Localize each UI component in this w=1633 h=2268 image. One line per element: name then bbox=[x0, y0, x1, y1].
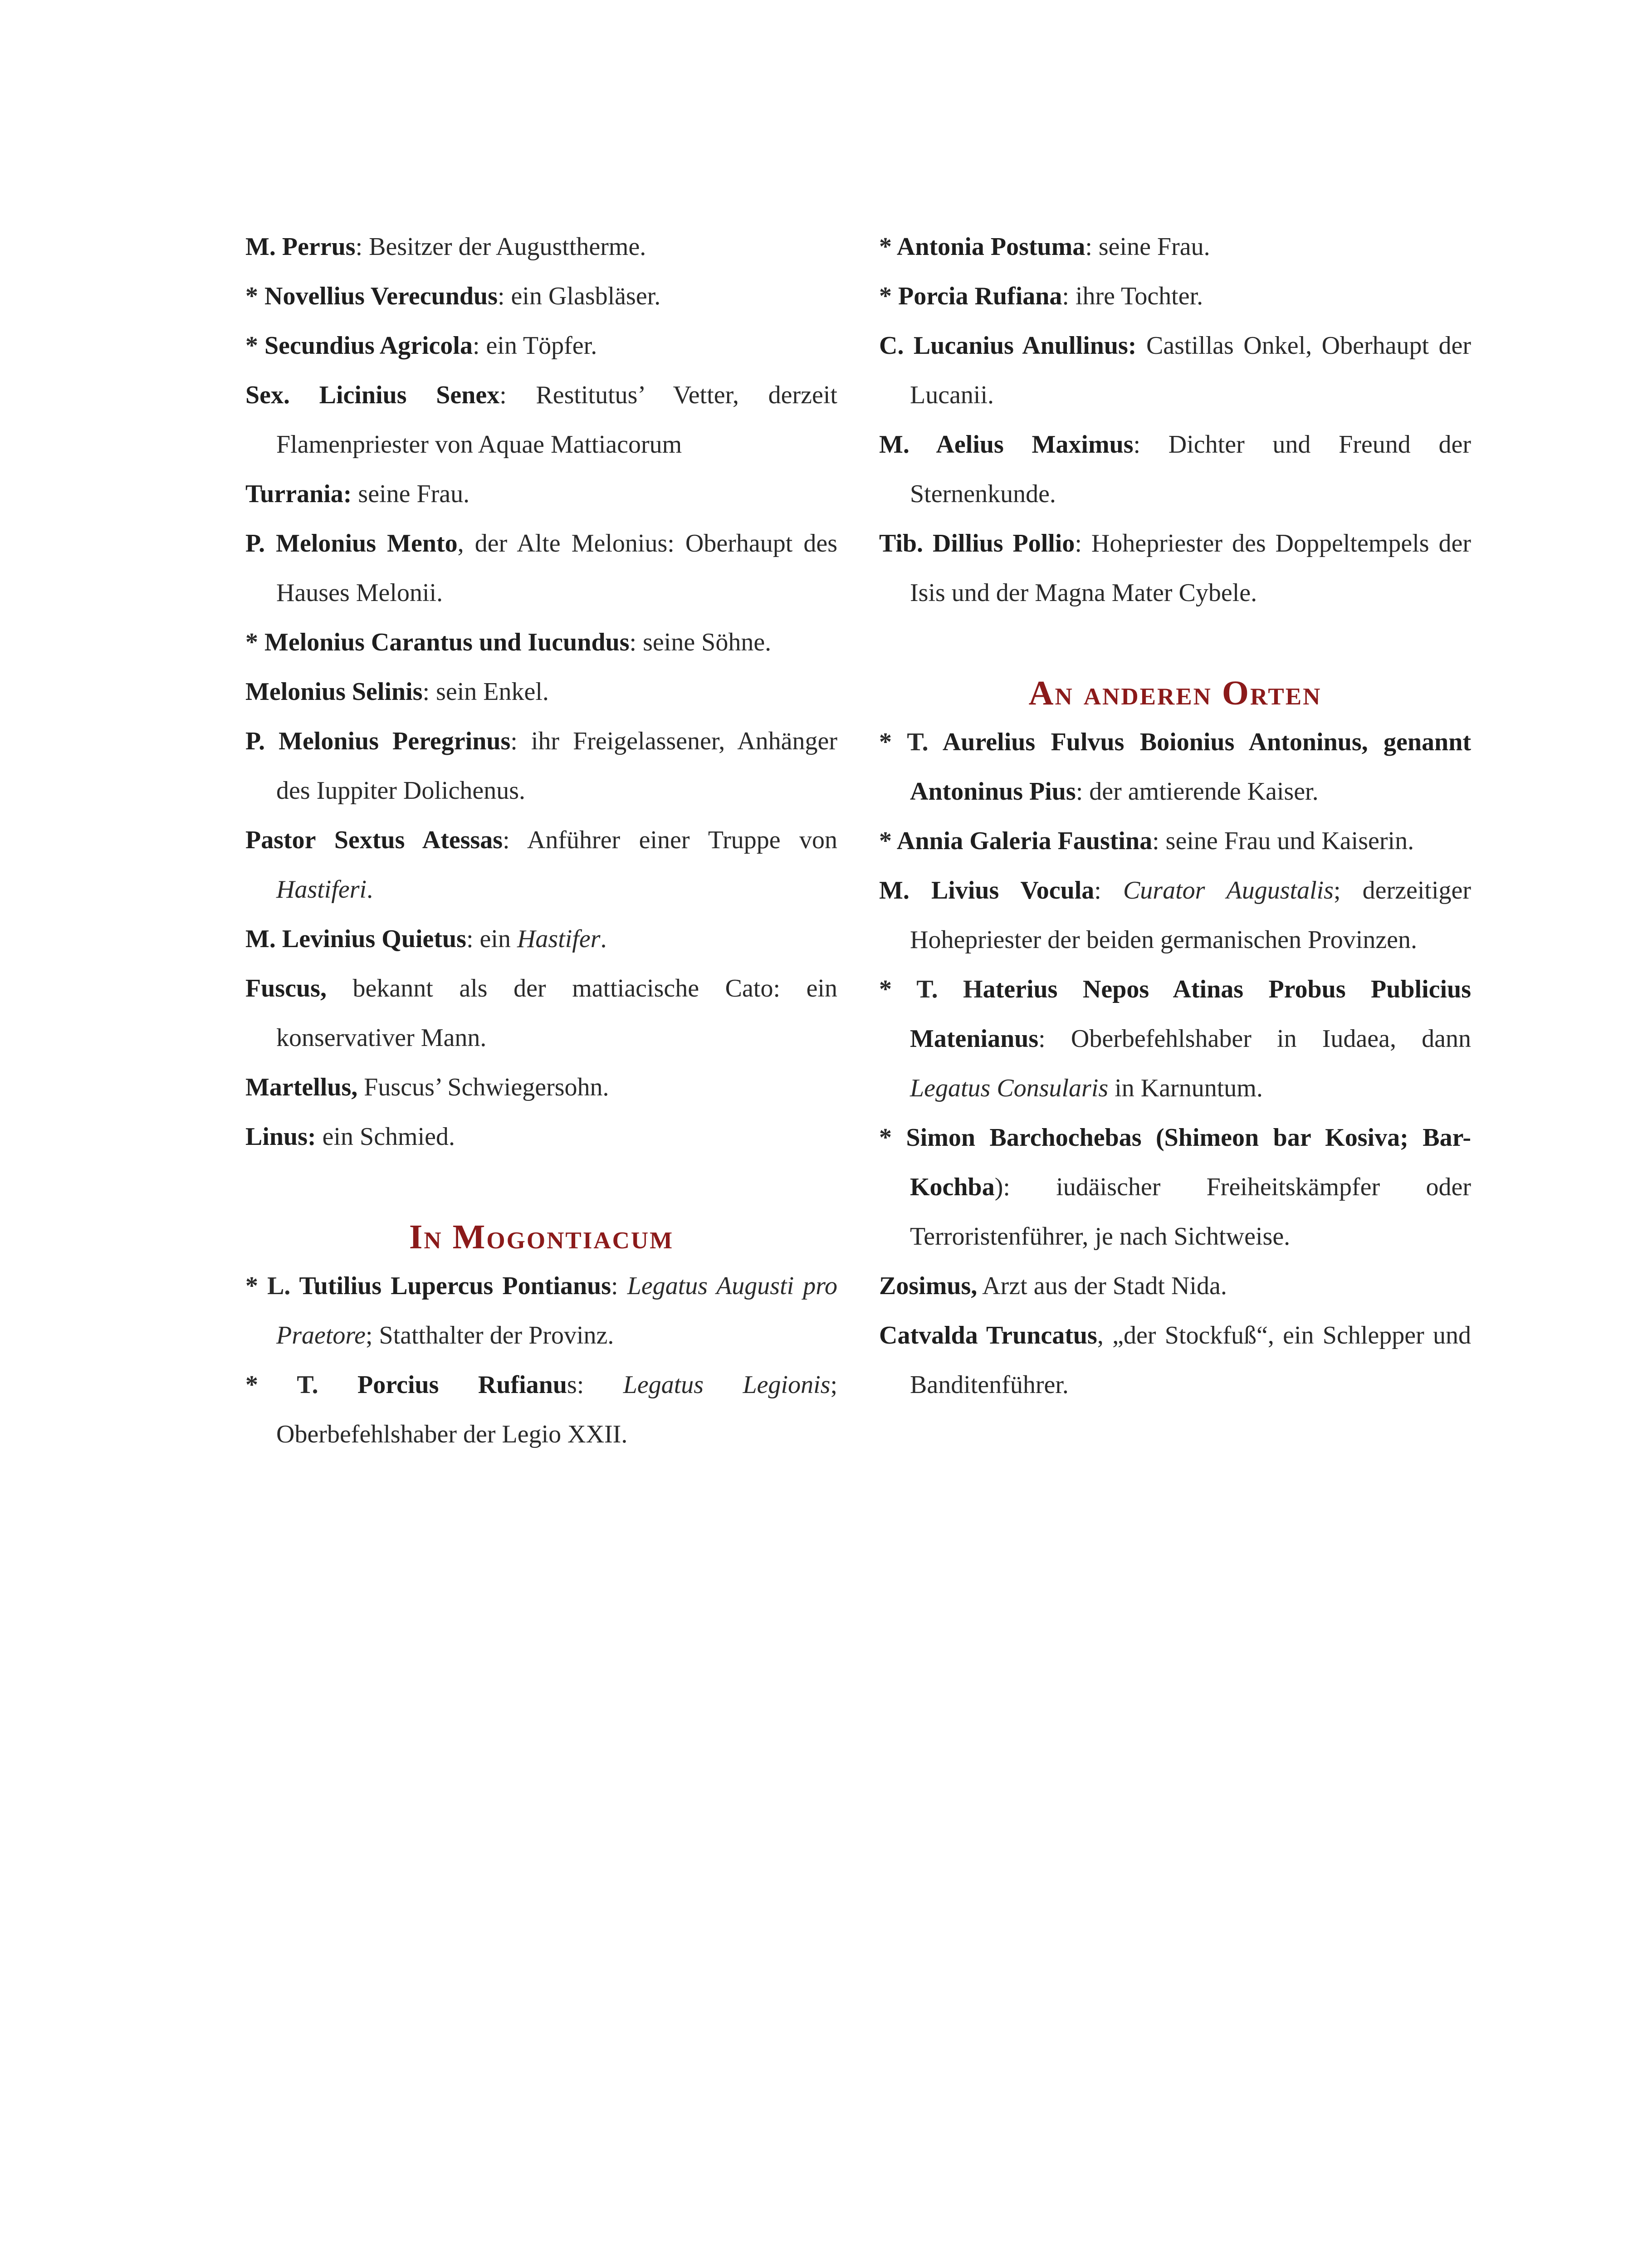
character-name: Martellus, bbox=[245, 1073, 358, 1101]
entry-prefix: * bbox=[245, 282, 264, 310]
character-description: : Hohepriester des Doppeltempels der Isis und der Magna Mater Cybele. bbox=[910, 529, 1471, 607]
character-name: Aurelius Fulvus Boionius Antoninus, genannt Antoninus Pius bbox=[910, 728, 1471, 806]
character-name: Simon Barchochebas (Shimeon bar Kosiva; Bar-Kochba bbox=[906, 1124, 1472, 1201]
character-entry bbox=[245, 964, 837, 1063]
character-entry bbox=[879, 420, 1471, 519]
character-entry bbox=[245, 618, 837, 667]
character-name: M. Livius Vocula bbox=[879, 876, 1095, 904]
left-column bbox=[245, 222, 837, 1459]
character-entry bbox=[245, 321, 837, 371]
character-name: M. Aelius Maximus bbox=[879, 430, 1134, 459]
character-description: : ein Glasbläser. bbox=[497, 282, 661, 310]
character-description: : ein Töpfer. bbox=[472, 332, 597, 360]
character-entry bbox=[245, 222, 837, 272]
italic-term: Legatus Augusti pro Praetore bbox=[276, 1272, 838, 1349]
description-tail: ; derzeitiger Hohepriester der beiden germanischen Provinzen. bbox=[910, 876, 1472, 954]
character-entry bbox=[879, 1311, 1471, 1410]
character-name: Tib. Dillius Pollio bbox=[879, 529, 1075, 557]
entry-prefix: * bbox=[879, 827, 897, 855]
character-description: : bbox=[611, 1272, 627, 1300]
character-name: Novellius Verecundus bbox=[264, 282, 498, 310]
description-tail: . bbox=[367, 875, 373, 904]
character-description: : Besitzer der Augusttherme. bbox=[355, 233, 646, 261]
character-name: Porcius Rufianu bbox=[357, 1371, 567, 1399]
character-description: : seine Frau und Kaiserin. bbox=[1152, 827, 1414, 855]
character-description: : Restitutus’ Vetter, derzeit Flamenpriester von Aquae Mattiacorum bbox=[276, 381, 837, 459]
character-name: Sex. Licinius Senex bbox=[245, 381, 500, 409]
character-name: Turrania: bbox=[245, 480, 352, 508]
entry-prefix: * T. bbox=[879, 728, 943, 756]
character-entry bbox=[245, 1063, 837, 1112]
entry-prefix: * bbox=[879, 233, 897, 261]
entry-prefix: * bbox=[245, 332, 264, 360]
character-description: : seine Frau. bbox=[1085, 233, 1210, 261]
entry-prefix: * bbox=[879, 282, 898, 310]
entry-prefix: * T. H bbox=[879, 975, 983, 1003]
character-description: , „der Stockfuß“, ein Schlepper und Banditenführer. bbox=[910, 1321, 1471, 1399]
character-entry bbox=[245, 717, 837, 816]
entry-prefix: * L. bbox=[245, 1272, 299, 1300]
character-entry bbox=[245, 371, 837, 469]
character-entry bbox=[245, 1261, 837, 1360]
character-name: aterius Nepos Atinas Probus Publicius Matenianus bbox=[910, 975, 1472, 1053]
character-entry bbox=[879, 718, 1471, 816]
character-description: : ein bbox=[466, 925, 517, 953]
character-name: Linus: bbox=[245, 1123, 316, 1151]
character-entry bbox=[879, 1113, 1471, 1261]
character-description: : seine Söhne. bbox=[629, 628, 772, 656]
character-description: : ihre Tochter. bbox=[1062, 282, 1203, 310]
character-entry bbox=[245, 816, 837, 914]
character-name: C. Lucanius Anullinus: bbox=[879, 332, 1137, 360]
character-description: : der amtierende Kaiser. bbox=[1076, 777, 1319, 806]
character-description: : Anführer einer Truppe von bbox=[503, 826, 838, 854]
character-name: Secundius Agricola bbox=[264, 332, 473, 360]
character-description: s: bbox=[567, 1371, 623, 1399]
character-name: Catvalda Truncatus bbox=[879, 1321, 1097, 1349]
character-description: ): iudäischer Freiheitskämpfer oder Terroristenführer, je nach Sichtweise. bbox=[910, 1173, 1471, 1251]
italic-term: Hastiferi bbox=[276, 875, 367, 904]
italic-term: Legatus Consularis bbox=[910, 1074, 1109, 1102]
character-entry bbox=[879, 866, 1471, 965]
character-description: : sein Enkel. bbox=[422, 678, 549, 706]
character-name: P. Melonius Peregrinus bbox=[245, 727, 511, 755]
character-entry bbox=[879, 321, 1471, 420]
character-name: Zosimus, bbox=[879, 1272, 978, 1300]
character-description: : ihr Freigelassener, Anhänger des Iuppiter Dolichenus. bbox=[276, 727, 838, 805]
right-column bbox=[879, 222, 1471, 1410]
character-description: Castillas Onkel, Oberhaupt der Lucanii. bbox=[910, 332, 1471, 409]
section-heading: In Mogontiacum bbox=[409, 1218, 674, 1256]
character-entry bbox=[245, 469, 837, 519]
character-entry bbox=[879, 816, 1471, 866]
character-name: M. Levinius Quietus bbox=[245, 925, 466, 953]
character-entry bbox=[879, 965, 1471, 1113]
character-description: , der Alte Melonius: Oberhaupt des Hauses Melonii. bbox=[276, 529, 838, 607]
character-name: Tutilius Lupercus Pontianus bbox=[299, 1272, 611, 1300]
character-entry bbox=[879, 519, 1471, 618]
character-entry bbox=[879, 222, 1471, 272]
character-description: : Dichter und Freund der Sternenkunde. bbox=[910, 430, 1471, 508]
character-name: Melonius Selinis bbox=[245, 678, 423, 706]
character-name: Annia Galeria Faustina bbox=[896, 827, 1153, 855]
character-name: Fuscus, bbox=[245, 974, 327, 1002]
character-description: : bbox=[1094, 876, 1123, 904]
entry-prefix: * bbox=[245, 628, 264, 656]
character-name: M. Perrus bbox=[245, 233, 356, 261]
character-description: Arzt aus der Stadt Nida. bbox=[977, 1272, 1227, 1300]
description-tail: . bbox=[600, 925, 607, 953]
character-description: : Oberbefehlshaber in Iudaea, dann bbox=[1038, 1025, 1471, 1053]
description-tail: ; Oberbefehlshaber der Legio XXII. bbox=[276, 1371, 838, 1448]
italic-term: Hastifer bbox=[517, 925, 601, 953]
italic-term: Legatus Legionis bbox=[623, 1371, 831, 1399]
entry-prefix: * T. bbox=[245, 1371, 358, 1399]
character-name: Melonius Carantus und Iucundus bbox=[264, 628, 630, 656]
character-entry bbox=[245, 667, 837, 717]
character-entry bbox=[245, 1112, 837, 1162]
character-entry bbox=[245, 914, 837, 964]
character-name: P. Melonius Mento bbox=[245, 529, 458, 557]
description-tail: in Karnuntum. bbox=[1108, 1074, 1263, 1102]
character-description: ein Schmied. bbox=[316, 1123, 455, 1151]
character-entry bbox=[245, 1360, 837, 1459]
character-entry bbox=[245, 519, 837, 618]
character-name: Porcia Rufiana bbox=[898, 282, 1062, 310]
character-name: Antonia Postuma bbox=[896, 233, 1085, 261]
character-description: seine Frau. bbox=[352, 480, 470, 508]
character-description: bekannt als der mattiacische Cato: ein konservativer Mann. bbox=[276, 974, 837, 1052]
description-tail: ; Statthalter der Provinz. bbox=[365, 1321, 614, 1349]
section-heading: An anderen Orten bbox=[1028, 674, 1322, 712]
character-entry bbox=[879, 272, 1471, 321]
entry-prefix: * bbox=[879, 1124, 906, 1152]
character-entry bbox=[879, 1261, 1471, 1311]
character-entry bbox=[245, 272, 837, 321]
character-description: Fuscus’ Schwiegersohn. bbox=[357, 1073, 609, 1101]
italic-term: Curator Augustalis bbox=[1123, 876, 1334, 904]
character-name: Pastor Sextus Atessas bbox=[245, 826, 503, 854]
